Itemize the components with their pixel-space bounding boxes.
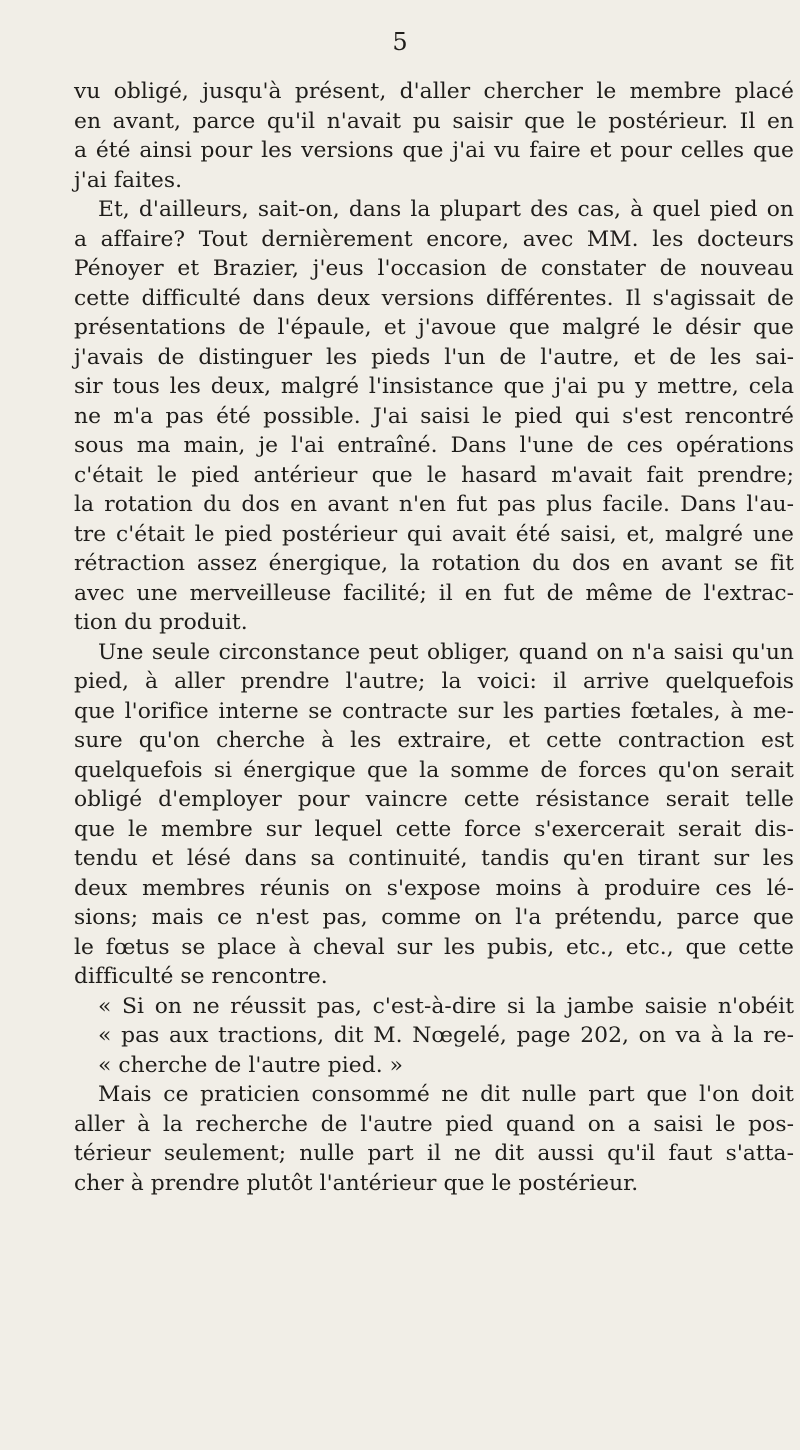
text-line: térieur seulement; nulle part il ne dit aussi qu'il faut s'atta- bbox=[74, 1141, 794, 1166]
text-line: aller à la recherche de l'autre pied quand on a saisi le pos- bbox=[74, 1111, 794, 1137]
text-line: sions; mais ce n'est pas, comme on l'a prétendu, parce que bbox=[74, 905, 794, 930]
text-line: cher à prendre plutôt l'antérieur que le postérieur. bbox=[74, 1170, 639, 1196]
text-line: tre c'était le pied postérieur qui avait été saisi, et, malgré une bbox=[74, 521, 794, 547]
page-number: 5 bbox=[392, 28, 408, 56]
text-line: tendu et lésé dans sa continuité, tandis qu'en tirant sur les bbox=[74, 846, 794, 871]
text-line: quelquefois si énergique que la somme de forces qu'on serait bbox=[74, 757, 794, 783]
text-line: « Si on ne réussit pas, c'est-à-dire si la jambe saisie n'obéit bbox=[98, 993, 794, 1019]
text-line: « cherche de l'autre pied. » bbox=[98, 1052, 404, 1078]
text-line: « pas aux tractions, dit M. Nœgelé, page 202, on va à la re- bbox=[98, 1023, 794, 1048]
text-line: avec une merveilleuse facilité; il en fut de même de l'extrac- bbox=[74, 580, 794, 606]
text-line: rétraction assez énergique, la rotation du dos en avant se fit bbox=[74, 551, 794, 576]
text-line: Pénoyer et Brazier, j'eus l'occasion de constater de nouveau bbox=[74, 256, 794, 281]
text-line: deux membres réunis on s'expose moins à produire ces lé- bbox=[74, 875, 794, 901]
text-line: ne m'a pas été possible. J'ai saisi le pied qui s'est rencontré bbox=[74, 403, 794, 429]
text-line: Et, d'ailleurs, sait-on, dans la plupart des cas, à quel pied on bbox=[98, 197, 794, 222]
text-line: sir tous les deux, malgré l'insistance que j'ai pu y mettre, cela bbox=[74, 374, 794, 399]
text-line: la rotation du dos en avant n'en fut pas plus facile. Dans l'au- bbox=[74, 492, 794, 517]
text-line: c'était le pied antérieur que le hasard m'avait fait prendre; bbox=[74, 462, 794, 488]
text-line: difficulté se rencontre. bbox=[74, 964, 328, 989]
text-line: pied, à aller prendre l'autre; la voici: il arrive quelquefois bbox=[74, 669, 794, 694]
text-line: sous ma main, je l'ai entraîné. Dans l'une de ces opérations bbox=[74, 433, 794, 458]
text-line: j'avais de distinguer les pieds l'un de l'autre, et de les sai- bbox=[74, 344, 794, 370]
text-line: Une seule circonstance peut obliger, quand on n'a saisi qu'un bbox=[98, 639, 794, 665]
text-line: présentations de l'épaule, et j'avoue que malgré le désir que bbox=[74, 315, 794, 340]
text-line: obligé d'employer pour vaincre cette résistance serait telle bbox=[74, 787, 794, 812]
text-line: cette difficulté dans deux versions différentes. Il s'agissait de bbox=[74, 285, 794, 311]
text-line: sure qu'on cherche à les extraire, et cette contraction est bbox=[74, 728, 794, 753]
text-line: vu obligé, jusqu'à présent, d'aller chercher le membre placé bbox=[74, 79, 794, 104]
text-line: Mais ce praticien consommé ne dit nulle part que l'on doit bbox=[98, 1082, 794, 1107]
text-line: tion du produit. bbox=[74, 610, 248, 635]
text-line: que l'orifice interne se contracte sur les parties fœtales, à me- bbox=[74, 698, 794, 724]
text-line: le fœtus se place à cheval sur les pubis, etc., etc., que cette bbox=[74, 934, 794, 960]
text-line: en avant, parce qu'il n'avait pu saisir que le postérieur. Il en bbox=[74, 108, 794, 134]
text-line: a été ainsi pour les versions que j'ai vu faire et pour celles que bbox=[74, 138, 794, 163]
text-line: que le membre sur lequel cette force s'exercerait serait dis- bbox=[74, 816, 794, 842]
text-line: j'ai faites. bbox=[74, 167, 183, 193]
body-text bbox=[74, 77, 794, 1198]
text-line: a affaire? Tout dernièrement encore, avec MM. les docteurs bbox=[74, 226, 794, 252]
